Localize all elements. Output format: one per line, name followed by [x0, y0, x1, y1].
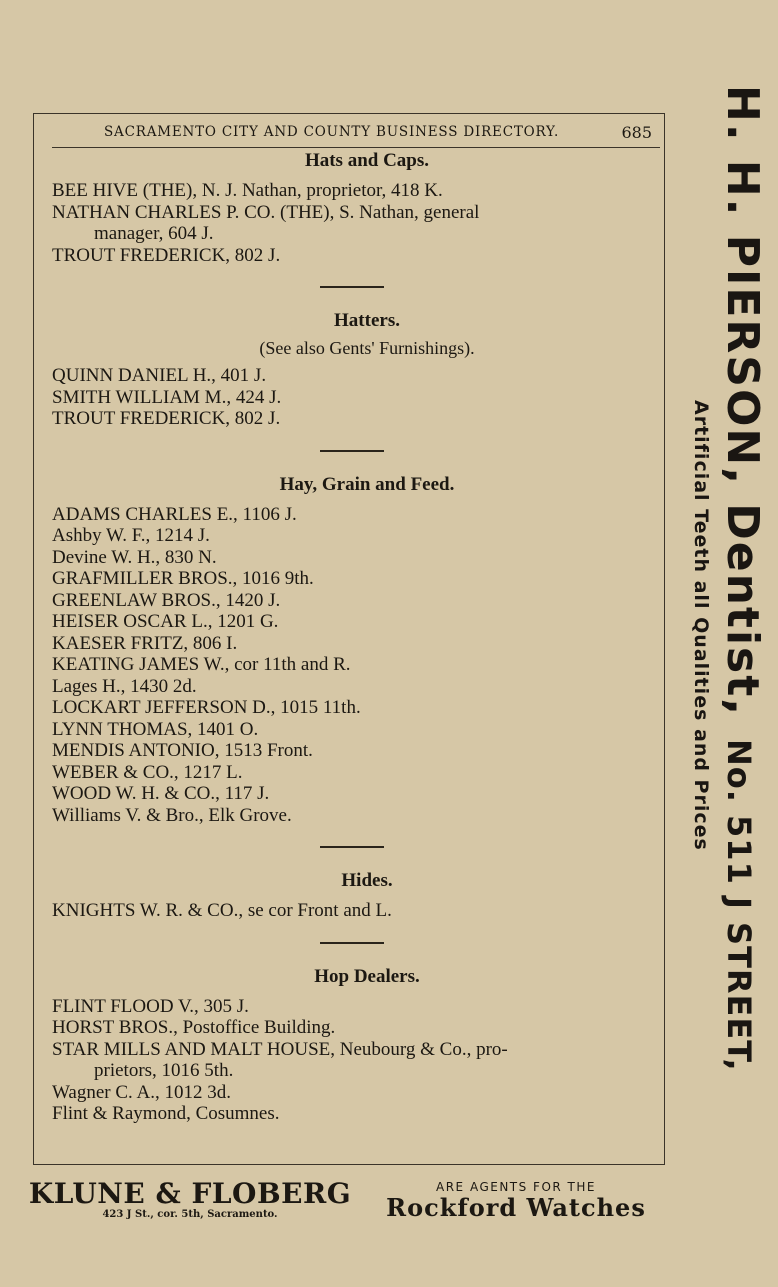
section-title: Hats and Caps.: [304, 150, 430, 171]
entry-text: TROUT FREDERICK, 802 J.: [52, 244, 281, 266]
side-advertisement: [673, 85, 768, 1185]
directory-entry: [52, 590, 652, 612]
entry-text: HEISER OSCAR L., 1201 G.: [52, 611, 279, 632]
directory-entry: [52, 202, 652, 245]
directory-entry: [52, 611, 652, 633]
section-note: (See also Gents' Furnishings).: [259, 338, 475, 358]
directory-section: [52, 474, 652, 827]
entry-continuation: manager, 604 J.: [94, 223, 214, 244]
directory-entry: [52, 1017, 652, 1039]
footer-watch-brand: Rockford Watches: [386, 1193, 646, 1222]
directory-section: [52, 310, 652, 430]
entry-text: HORST BROS., Postoffice Building.: [52, 1017, 336, 1038]
entry-text: QUINN DANIEL H., 401 J.: [52, 365, 267, 386]
entry-text: BEE HIVE (THE), N. J. Nathan, proprietor, 418 K.: [52, 180, 443, 201]
directory-entry: [52, 504, 652, 526]
footer-firm-address: 423 J St., cor. 5th, Sacramento.: [102, 1209, 278, 1220]
running-title: SACRAMENTO CITY AND COUNTY BUSINESS DIRECTORY.: [104, 124, 560, 140]
directory-entry: [52, 547, 652, 569]
footer-advert-right: [366, 1180, 666, 1222]
section-title: Hop Dealers.: [314, 965, 420, 987]
directory-entry: [52, 805, 652, 827]
entry-text: SMITH WILLIAM M., 424 J.: [52, 386, 282, 408]
entry-text: GREENLAW BROS., 1420 J.: [52, 589, 281, 611]
footer-firm-name: KLUNE & FLOBERG: [28, 1177, 352, 1210]
entry-text: MENDIS ANTONIO, 1513 Front.: [52, 740, 313, 761]
directory-entry: [52, 180, 652, 202]
section-divider: [320, 450, 384, 452]
header-rule: [52, 147, 660, 148]
directory-entry: [52, 387, 652, 409]
entry-text: Wagner C. A., 1012 3d.: [52, 1081, 231, 1103]
entry-text: Lages H., 1430 2d.: [52, 675, 197, 697]
directory-section: [52, 150, 652, 266]
entry-text: TROUT FREDERICK, 802 J.: [52, 408, 281, 429]
entry-text: Flint & Raymond, Cosumnes.: [52, 1103, 280, 1124]
directory-entry: [52, 697, 652, 719]
directory-entry: [52, 783, 652, 805]
entry-text: NATHAN CHARLES P. CO. (THE), S. Nathan, general: [52, 201, 480, 223]
section-title: Hides.: [341, 870, 393, 891]
directory-entry: [52, 1103, 652, 1125]
directory-entry: [52, 408, 652, 430]
entry-text: Ashby W. F., 1214 J.: [52, 525, 210, 546]
side-ad-address: No. 511 J STREET,: [720, 738, 758, 1072]
entry-text: FLINT FLOOD V., 305 J.: [52, 995, 249, 1017]
entry-text: STAR MILLS AND MALT HOUSE, Neubourg & Co., pro-: [52, 1038, 508, 1060]
entry-text: KAESER FRITZ, 806 I.: [52, 632, 238, 654]
side-ad-tagline: Artificial Teeth all Qualities and Prices: [690, 400, 712, 851]
side-ad-name: H. H. PIERSON, Dentist,: [717, 85, 768, 717]
entry-text: LYNN THOMAS, 1401 O.: [52, 718, 259, 740]
directory-entry: [52, 633, 652, 655]
entry-text: KEATING JAMES W., cor 11th and R.: [52, 654, 351, 675]
section-divider: [320, 942, 384, 944]
directory-entry: [52, 1039, 652, 1082]
running-header: [104, 120, 652, 144]
directory-entry: [52, 568, 652, 590]
entry-text: ADAMS CHARLES E., 1106 J.: [52, 503, 297, 525]
section-divider: [320, 286, 384, 288]
directory-entry: [52, 525, 652, 547]
directory-entry: [52, 900, 652, 922]
section-title: Hatters.: [334, 310, 400, 331]
directory-entry: [52, 245, 652, 267]
directory-listing: [52, 150, 652, 1125]
entry-text: Devine W. H., 830 N.: [52, 546, 217, 568]
entry-text: GRAFMILLER BROS., 1016 9th.: [52, 568, 314, 589]
directory-entry: [52, 676, 652, 698]
directory-entry: [52, 719, 652, 741]
directory-entry: [52, 654, 652, 676]
directory-section: [52, 966, 652, 1125]
directory-entry: [52, 996, 652, 1018]
side-ad-main: [713, 85, 768, 1185]
footer-advert-left: [20, 1178, 360, 1221]
entry-text: KNIGHTS W. R. & CO., se cor Front and L.: [52, 900, 392, 921]
entry-text: WEBER & CO., 1217 L.: [52, 761, 243, 783]
entry-text: LOCKART JEFFERSON D., 1015 11th.: [52, 697, 361, 718]
directory-entry: [52, 762, 652, 784]
entry-continuation: prietors, 1016 5th.: [94, 1060, 234, 1081]
footer-agents-text: ARE AGENTS FOR THE: [436, 1180, 596, 1194]
directory-section: [52, 870, 652, 922]
directory-entry: [52, 1082, 652, 1104]
entry-text: WOOD W. H. & CO., 117 J.: [52, 783, 270, 804]
entry-text: Williams V. & Bro., Elk Grove.: [52, 804, 292, 826]
page-number: 685: [621, 122, 652, 142]
section-title: Hay, Grain and Feed.: [279, 473, 455, 495]
directory-entry: [52, 740, 652, 762]
directory-entry: [52, 365, 652, 387]
section-divider: [320, 846, 384, 848]
